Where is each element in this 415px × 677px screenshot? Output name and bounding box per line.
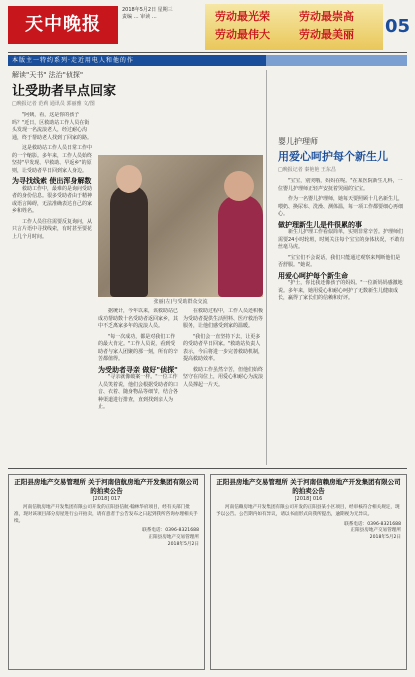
- slogan-4: 劳动最美丽: [299, 28, 354, 41]
- person-head: [224, 171, 254, 201]
- issue-meta: [122, 7, 202, 21]
- story-byline: □晚报记者 秦艳艳 王东昌: [278, 167, 336, 173]
- issue-editors: 责编 … 审读 …: [122, 14, 157, 20]
- story-headline: 让受助者早点回家: [12, 84, 117, 99]
- paragraph: 这是救助站工作人员日常工作中的一个缩影。多年来，工作人员始终坚持"早发现、早救助、早返乡"的原则，让受助者早日回到家人身边。: [12, 145, 92, 174]
- person-head: [116, 165, 142, 193]
- section-banner: 本版主一特约系列·走近用电人和他的作: [8, 55, 266, 66]
- column-subhead: 用爱心呵护每个新生命: [278, 271, 348, 280]
- page-number: 05: [385, 16, 411, 37]
- paragraph: "宝宝，别哭哦，妈妈在呢。"在某医院新生儿科，一位婴儿护理师正轻声安抚着哭闹的宝宝。: [278, 178, 403, 192]
- slogan-3: 劳动最伟大: [215, 28, 270, 41]
- story-kicker: 解读"天书" 法治"侦探": [12, 71, 84, 79]
- notice-title: 正阳县房地产交易管理所 关于河南信赖房地产开发集团有限公司的拍卖公告: [216, 478, 401, 495]
- notice-signature: 联系电话：0396-8321688 正阳县房地产交易管理所 2018年5月2日: [344, 521, 401, 541]
- notice-title: 正阳县房地产交易管理所 关于河南信航房地产开发集团有限公司的拍卖公告: [14, 478, 199, 495]
- paragraph: 据统计，今年以来，该救助站已成功帮助数十名受助者返回家乡，其中不乏离家多年的流浪人员。: [98, 308, 178, 329]
- divider: [8, 468, 407, 469]
- notice-number: [2018] 016: [294, 496, 323, 502]
- slogan-2: 劳动最崇高: [299, 10, 354, 23]
- person-figure: [218, 195, 263, 297]
- column-subhead: 做护理新生儿是件很累的事: [278, 220, 362, 229]
- story-column-3: [183, 308, 263, 464]
- slogan-1: 劳动最光荣: [215, 10, 270, 23]
- story-photo: [98, 155, 263, 297]
- paragraph: "阿姨，看，这是你的孩子吗？"近日，区救助站工作人员在街头发现一名流浪老人，经过耐心沟通，终于帮助老人找到了回家的路。: [12, 112, 92, 141]
- paragraph: 救助工作虽然辛苦，但他们始终坚守在岗位上，用爱心和耐心为流浪人员撑起一片天。: [183, 366, 263, 388]
- paragraph: "宝宝们不会说话，我们只能通过观察来判断他们是否舒服。"她说。: [278, 254, 401, 268]
- person-figure: [110, 185, 148, 297]
- column-subhead: 为受助者寻亲 做好"侦探": [98, 365, 178, 374]
- paragraph: "寻亲就像破案一样。"一位工作人员笑着说，他们会根据受助者的口音、衣着、随身物品等细节，结合各种渠道进行排查，直到找到亲人为止。: [98, 374, 178, 410]
- notice-number: [2018] 017: [92, 496, 121, 502]
- photo-caption: 张丽(左)与受助群众交流: [153, 299, 208, 305]
- paragraph: 救助工作中，最难的是询问受助者的身份信息。很多受助者由于精神或语言障碍，无法准确表达自己的家乡和姓名。: [12, 185, 92, 214]
- story-column-1: [12, 112, 92, 464]
- story-headline: 用爱心呵护每个新生儿: [278, 150, 388, 163]
- column-subhead: 为寻找线索 使出浑身解数: [12, 177, 92, 185]
- notice-body: 河南信航房地产开发集团有限公司开发的正阳县信航·翰林华府项目，经有关部门批准，现对该项目部分房屋进行公开拍卖，请有意者于公告发布之日起到我所咨询办理相关手续。: [14, 505, 198, 524]
- paragraph: 工作人员往往需要反复询问，从只言片语中寻找线索，有时甚至要花上几个月时间。: [12, 218, 92, 240]
- paragraph: 作为一名婴儿护理师，她每天要照顾十几名新生儿，喂奶、换尿布、洗澡、测体温，每一项工作都要细心再细心。: [278, 196, 404, 217]
- story-kicker: 婴儿护理师: [278, 137, 318, 146]
- paragraph: 在救助过程中，工作人员还积极为受助者提供生活照料、医疗救治等服务，让他们感受到家的温暖。: [183, 308, 263, 329]
- paragraph: 新生儿护理工作看似简单，实则非常辛苦。护理师们需要24小时轮班，时刻关注每个宝宝的身体状况，不敢有丝毫马虎。: [278, 229, 405, 250]
- paragraph: "我们会一直坚持下去，让更多的受助者早日回家。"救助站负责人表示，今后将进一步完善救助机制，提高救助效率。: [183, 333, 263, 362]
- notice-left: [8, 474, 205, 670]
- notice-body: 河南信赖房地产开发集团有限公司开发的正阳县某小区项目，经审核符合相关规定，现予以公告。公告期内如有异议，请以书面形式向我所提出，逾期视为无异议。: [216, 505, 400, 517]
- notice-right: [210, 474, 407, 670]
- issue-date: 2018年5月2日 星期三: [122, 7, 173, 13]
- paragraph: "每一次成功，都是对我们工作的最大肯定。"工作人员说，看到受助者与家人团聚的那一刻，所有的辛苦都值得。: [98, 333, 178, 362]
- labor-day-banner: [205, 4, 383, 50]
- story-byline: □晚报记者 范莉 通讯员 郭丽雅 文/图: [12, 101, 95, 107]
- column-divider: [266, 70, 267, 465]
- notice-signature: 联系电话：0396-8321688 正阳县房地产交易管理所 2018年5月2日: [142, 528, 199, 547]
- paragraph: "护士，你比我还像孩子的妈妈。"一位新妈妈感激地说。多年来，她用爱心和耐心呵护了无数新生儿健康成长，赢得了家长们的信赖和好评。: [278, 280, 403, 301]
- right-story-column: [278, 178, 405, 464]
- story-column-2: [98, 308, 178, 464]
- divider: [8, 52, 407, 53]
- section-banner-right: [266, 55, 407, 66]
- newspaper-logo: 天中晚报: [8, 6, 118, 44]
